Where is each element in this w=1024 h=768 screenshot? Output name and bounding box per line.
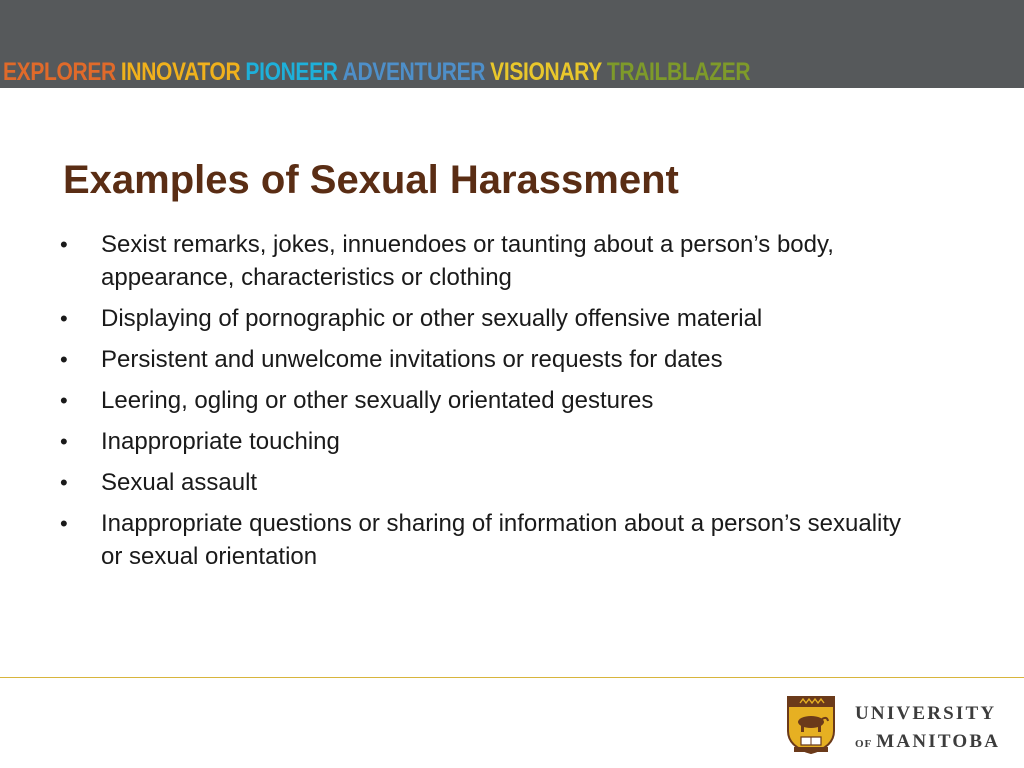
wordmark-line2 [855,731,1000,755]
list-item [60,343,920,376]
header-banner [0,0,1024,88]
list-item [60,228,920,294]
list-item-text: Persistent and unwelcome invitations or requests for dates [101,346,723,373]
tagline [3,58,755,86]
bullet-list [60,228,920,581]
university-wordmark [855,703,1000,755]
list-item [60,302,920,335]
bullet-marker: • [60,347,68,372]
bullet-marker: • [60,470,68,495]
list-item-text: Displaying of pornographic or other sexually offensive material [101,305,763,332]
list-item [60,466,920,499]
footer-divider [0,677,1024,678]
list-item-text: Leering, ogling or other sexually orientated gestures [101,387,654,414]
wordmark-manitoba: MANITOBA [876,731,1001,752]
wordmark-of: OF [855,738,873,750]
tagline-word: ADVENTURER [342,58,486,86]
tagline-word: EXPLORER [3,58,116,86]
tagline-word: VISIONARY [490,58,602,86]
tagline-word: INNOVATOR [120,58,241,86]
bullet-marker: • [60,511,68,536]
list-item-text: Inappropriate questions or sharing of information about a person’s sexuality or sexual orientation [101,510,902,570]
list-item [60,507,920,573]
bullet-marker: • [60,429,68,454]
list-item-text: Inappropriate touching [101,428,340,455]
list-item [60,384,920,417]
tagline-word: PIONEER [245,58,338,86]
slide-title: Examples of Sexual Harassment [63,158,679,202]
university-crest-icon [786,695,836,755]
list-item-text: Sexist remarks, jokes, innuendoes or taunting about a person’s body, appearance, characteristics or clothing [101,231,834,291]
bullet-marker: • [60,388,68,413]
wordmark-university: UNIVERSITY [855,703,997,724]
list-item-text: Sexual assault [101,469,258,496]
bullet-marker: • [60,232,68,257]
tagline-word: TRAILBLAZER [606,58,751,86]
list-item [60,425,920,458]
bullet-marker: • [60,306,68,331]
